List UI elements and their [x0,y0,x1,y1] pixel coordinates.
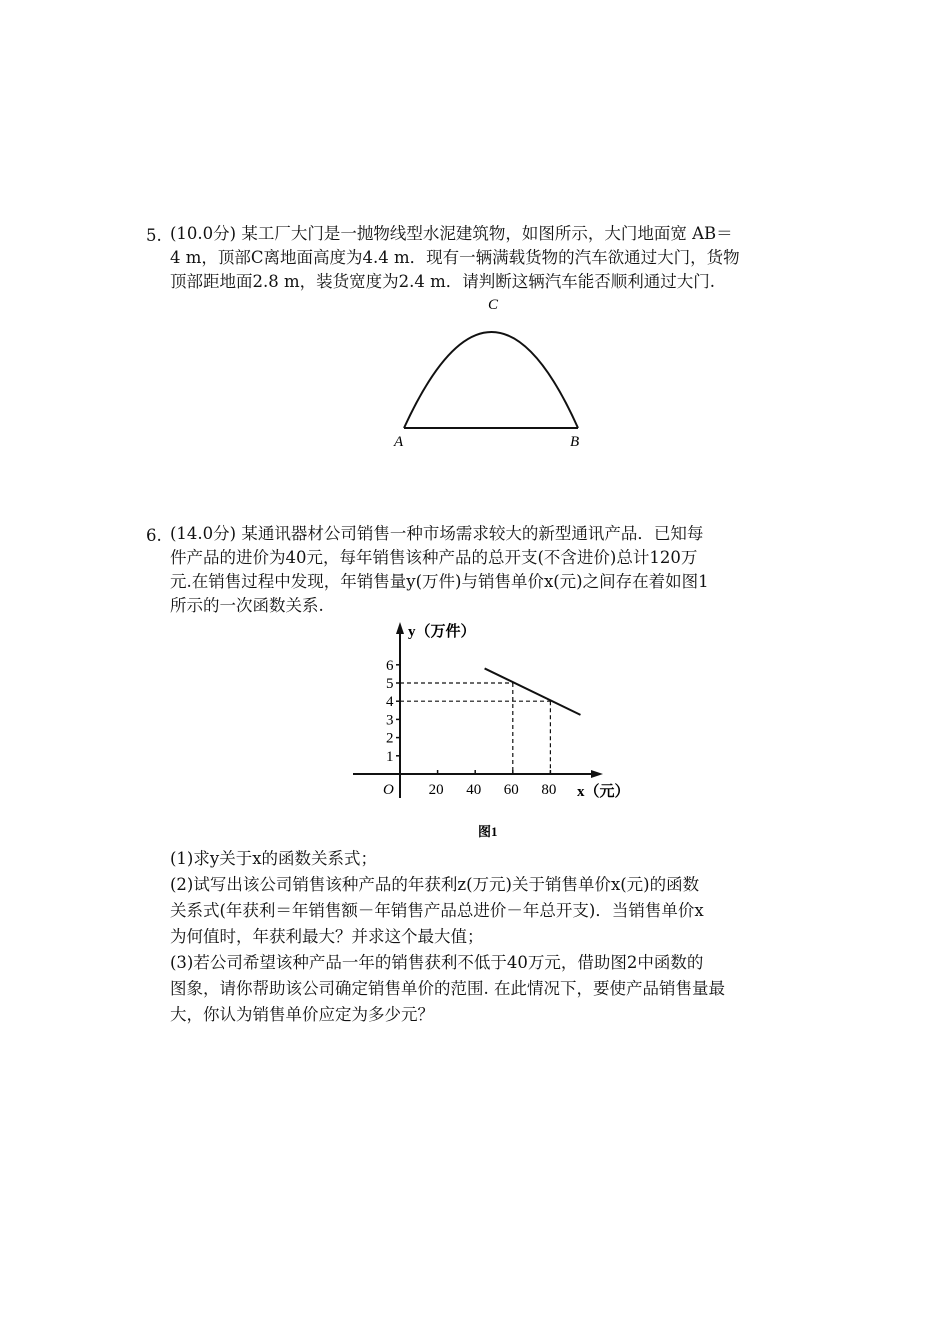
question-text-line: 元.在销售过程中发现，年销售量y(万件)与销售单价x(元)之间存在着如图1 [170,572,709,591]
origin-label: O [383,782,394,798]
question-text-line: 件产品的进价为40元，每年销售该种产品的总开支(不含进价)总计120万 [170,548,698,567]
x-axis-arrow [591,770,603,778]
x-tick-label: 20 [428,782,444,798]
subquestion-line: 关系式(年获利＝年销售额－年销售产品总进价－年总开支)．当销售单价x [170,901,704,920]
series-line [485,668,581,714]
y-tick-label: 3 [386,712,394,729]
figure-1-chart [345,618,645,843]
y-axis-arrow [396,622,404,634]
y-axis-label: y（万件） [408,624,476,640]
parabola-gate-figure [380,296,600,456]
subquestion-line: 大，你认为销售单价应定为多少元？ [170,1005,434,1024]
y-tick-label: 4 [386,694,394,711]
subquestion-line: (3)若公司希望该种产品一年的销售获利不低于40万元，借助图2中函数的 [170,953,704,972]
question-number: 5. [146,226,162,245]
label-b: B [570,434,580,450]
y-tick-label: 2 [386,730,394,747]
x-tick-label: 60 [503,782,519,798]
question-text-line: (14.0分) 某通讯器材公司销售一种市场需求较大的新型通讯产品．已知每 [170,524,704,543]
y-tick-label: 5 [386,676,394,692]
x-tick-label: 40 [466,782,482,798]
x-tick-label: 80 [541,782,557,798]
figure-caption: 图1 [478,824,498,839]
question-text-line: 顶部距地面2.8 m，装货宽度为2.4 m．请判断这辆汽车能否顺利通过大门. [170,272,716,291]
question-text-line: 4 m，顶部C离地面高度为4.4 m．现有一辆满载货物的汽车欲通过大门，货物 [170,248,740,267]
parabola-curve [404,332,578,428]
y-tick-label: 6 [386,657,394,674]
question-number: 6. [146,526,162,545]
y-tick-label: 1 [386,748,394,765]
subquestion-line: 为何值时，年获利最大？并求这个最大值； [170,927,484,946]
x-axis-label: x（元） [577,784,630,800]
question-text-line: 所示的一次函数关系. [170,596,324,615]
label-a: A [394,434,404,450]
subquestion-line: (1)求y关于x的函数关系式； [170,849,377,868]
label-c: C [488,297,499,313]
subquestion-line: 图象，请你帮助该公司确定销售单价的范围. 在此情况下，要使产品销售量最 [170,979,725,998]
question-text-line: (10.0分) 某工厂大门是一抛物线型水泥建筑物，如图所示，大门地面宽 AB＝ [170,224,733,243]
subquestion-line: (2)试写出该公司销售该种产品的年获利z(万元)关于销售单价x(元)的函数 [170,875,700,894]
